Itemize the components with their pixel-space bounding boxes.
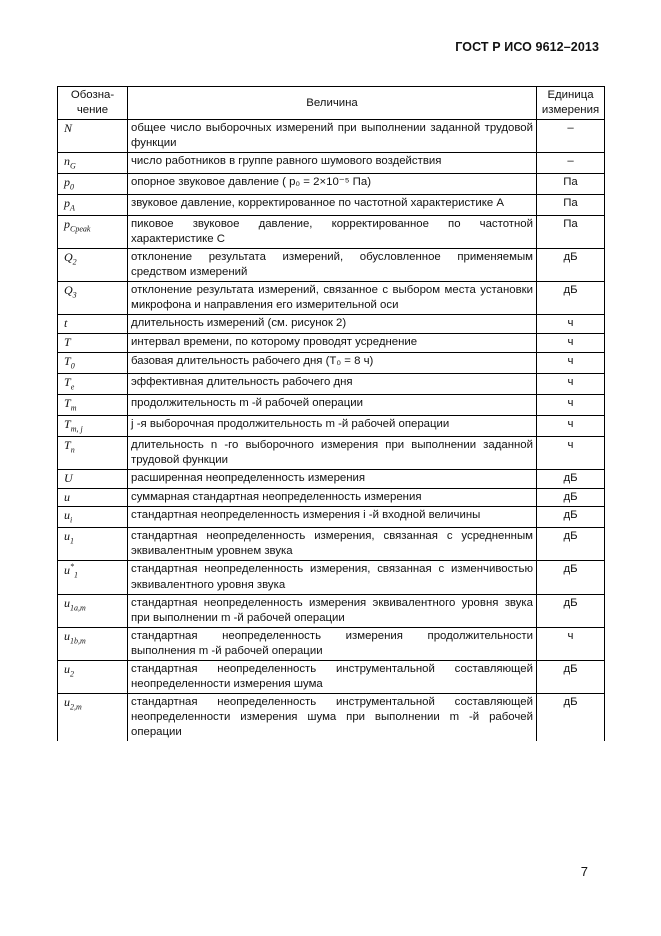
page-number: 7 [580,864,588,879]
table-row [58,528,605,561]
row-unit: ч [537,315,605,334]
table-row [58,469,605,488]
column-header-quantity: Величина [128,87,537,120]
symbol-subscript: 3 [72,290,77,300]
symbol-subscript: m [70,403,77,413]
row-symbol [58,334,128,353]
row-unit: – [537,153,605,174]
symbols-table [57,86,605,741]
symbol-subscript: m, j [70,424,83,434]
row-symbol [58,195,128,216]
row-description: базовая длительность рабочего дня (T₀ = 8 ч) [128,352,537,373]
row-symbol [58,561,128,594]
row-description: эффективная длительность рабочего дня [128,373,537,394]
row-unit: дБ [537,594,605,627]
symbol-letter: u [64,595,70,610]
row-symbol [58,415,128,436]
table-row [58,488,605,507]
symbol-subscript: 0 [70,182,74,192]
document-header: ГОСТ Р ИСО 9612–2013 [455,40,599,54]
symbol-subscript: n [70,445,75,455]
row-unit: Па [537,216,605,249]
table-row [58,315,605,334]
row-symbol [58,153,128,174]
symbol-letter: N [64,121,73,136]
symbol-letter: u [64,628,70,643]
table-row [58,282,605,315]
row-unit: дБ [537,660,605,693]
symbol-subscript: A [70,203,75,213]
symbol-letter: u [64,489,70,504]
symbol-letter: u [64,661,70,676]
row-description: отклонение результата измерений, обусловленное применяемым средством измерений [128,249,537,282]
row-unit: дБ [537,561,605,594]
row-symbol [58,436,128,469]
row-unit: Па [537,195,605,216]
row-description: общее число выборочных измерений при выполнении заданной трудовой функции [128,120,537,153]
symbol-letter: n [64,154,70,169]
symbol-letter: u [64,508,70,523]
row-description: стандартная неопределенность измерения i -й входной величины [128,507,537,528]
table-row [58,561,605,594]
row-symbol [58,282,128,315]
row-description: длительность измерений (см. рисунок 2) [128,315,537,334]
table-row [58,660,605,693]
row-symbol [58,394,128,415]
row-description: отклонение результата измерений, связанное с выбором места установки микрофона и направления его измерительной оси [128,282,537,315]
symbol-subscript: 2 [70,669,74,679]
symbol-subscript: 2,m [70,702,82,712]
column-header-symbol: Обозна-чение [58,87,128,120]
table-row [58,352,605,373]
symbol-letter: u [64,694,70,709]
table-row [58,507,605,528]
symbol-letter: T [64,437,71,452]
table-header-row [58,87,605,120]
symbol-subscript: 1 [74,570,78,580]
table-row [58,415,605,436]
symbol-letter: u [64,529,70,544]
row-unit: дБ [537,249,605,282]
table-row [58,373,605,394]
row-description: стандартная неопределенность измерения эквивалентного уровня звука при выполнении m -й рабочей операции [128,594,537,627]
table-row [58,334,605,353]
row-symbol [58,216,128,249]
row-description: j -я выборочная продолжительность m -й рабочей операции [128,415,537,436]
table-row [58,249,605,282]
row-description: звуковое давление, корректированное по частотной характеристике А [128,195,537,216]
table-row [58,195,605,216]
symbol-letter: Q [64,283,73,298]
row-unit: ч [537,415,605,436]
symbol-subscript: Cpeak [70,224,91,234]
row-description: стандартная неопределенность инструментальной составляющей неопределенности измерения шума при выполнении m -й рабочей операции [128,693,537,741]
symbol-letter: u [64,563,70,578]
row-unit: дБ [537,528,605,561]
row-unit: ч [537,334,605,353]
row-description: расширенная неопределенность измерения [128,469,537,488]
symbol-letter: T [64,353,71,368]
table-row [58,394,605,415]
row-unit: дБ [537,282,605,315]
row-symbol [58,373,128,394]
row-symbol [58,469,128,488]
table-row [58,120,605,153]
row-description: опорное звуковое давление ( p₀ = 2×10⁻⁵ Па) [128,174,537,195]
symbol-letter: p [64,175,70,190]
row-description: пиковое звуковое давление, корректированное по частотной характеристике С [128,216,537,249]
row-unit: – [537,120,605,153]
row-description: суммарная стандартная неопределенность измерения [128,488,537,507]
symbol-subscript: 1 [70,536,74,546]
symbol-subscript: 1a,m [70,602,86,612]
row-description: стандартная неопределенность инструментальной составляющей неопределенности измерения шума [128,660,537,693]
symbol-subscript: 0 [70,361,75,371]
symbol-letter: T [64,335,71,350]
row-symbol [58,693,128,741]
row-unit: ч [537,373,605,394]
row-symbol [58,594,128,627]
symbol-letter: Q [64,250,73,265]
row-unit: ч [537,352,605,373]
row-unit: дБ [537,488,605,507]
row-symbol [58,174,128,195]
row-symbol [58,627,128,660]
row-unit: дБ [537,507,605,528]
row-symbol [58,660,128,693]
table-row [58,627,605,660]
row-symbol [58,120,128,153]
symbol-subscript: 1b,m [70,636,86,646]
row-unit: Па [537,174,605,195]
row-symbol [58,352,128,373]
row-description: стандартная неопределенность измерения, связанная с изменчивостью эквивалентного уровня звука [128,561,537,594]
symbol-superscript: * [70,562,74,572]
row-description: длительность n -го выборочного измерения при выполнении заданной трудовой функции [128,436,537,469]
row-symbol [58,249,128,282]
table-row [58,693,605,741]
row-unit: ч [537,394,605,415]
symbol-subscript: G [70,161,76,171]
symbol-letter: T [64,416,71,431]
row-unit: дБ [537,693,605,741]
row-description: стандартная неопределенность измерения, связанная с усредненным эквивалентным уровнем звука [128,528,537,561]
table-row [58,436,605,469]
symbol-letter: U [64,470,73,485]
row-symbol [58,315,128,334]
table-row [58,174,605,195]
row-unit: ч [537,436,605,469]
row-description: продолжительность m -й рабочей операции [128,394,537,415]
row-symbol [58,488,128,507]
row-description: число работников в группе равного шумового воздействия [128,153,537,174]
row-unit: ч [537,627,605,660]
row-symbol [58,528,128,561]
row-symbol [58,507,128,528]
row-description: стандартная неопределенность измерения продолжительности выполнения m -й рабочей операции [128,627,537,660]
symbol-letter: p [64,196,70,211]
table-row [58,153,605,174]
row-unit: дБ [537,469,605,488]
symbol-letter: T [64,374,71,389]
table-row [58,216,605,249]
symbol-letter: p [64,217,70,231]
column-header-unit: Единица измерения [537,87,605,120]
symbol-letter: T [64,395,71,410]
symbol-letter: t [64,316,68,331]
row-description: интервал времени, по которому проводят усреднение [128,334,537,353]
symbol-subscript: i [70,515,73,525]
symbol-subscript: 2 [72,257,77,267]
table-row [58,594,605,627]
symbol-subscript: e [70,382,75,392]
